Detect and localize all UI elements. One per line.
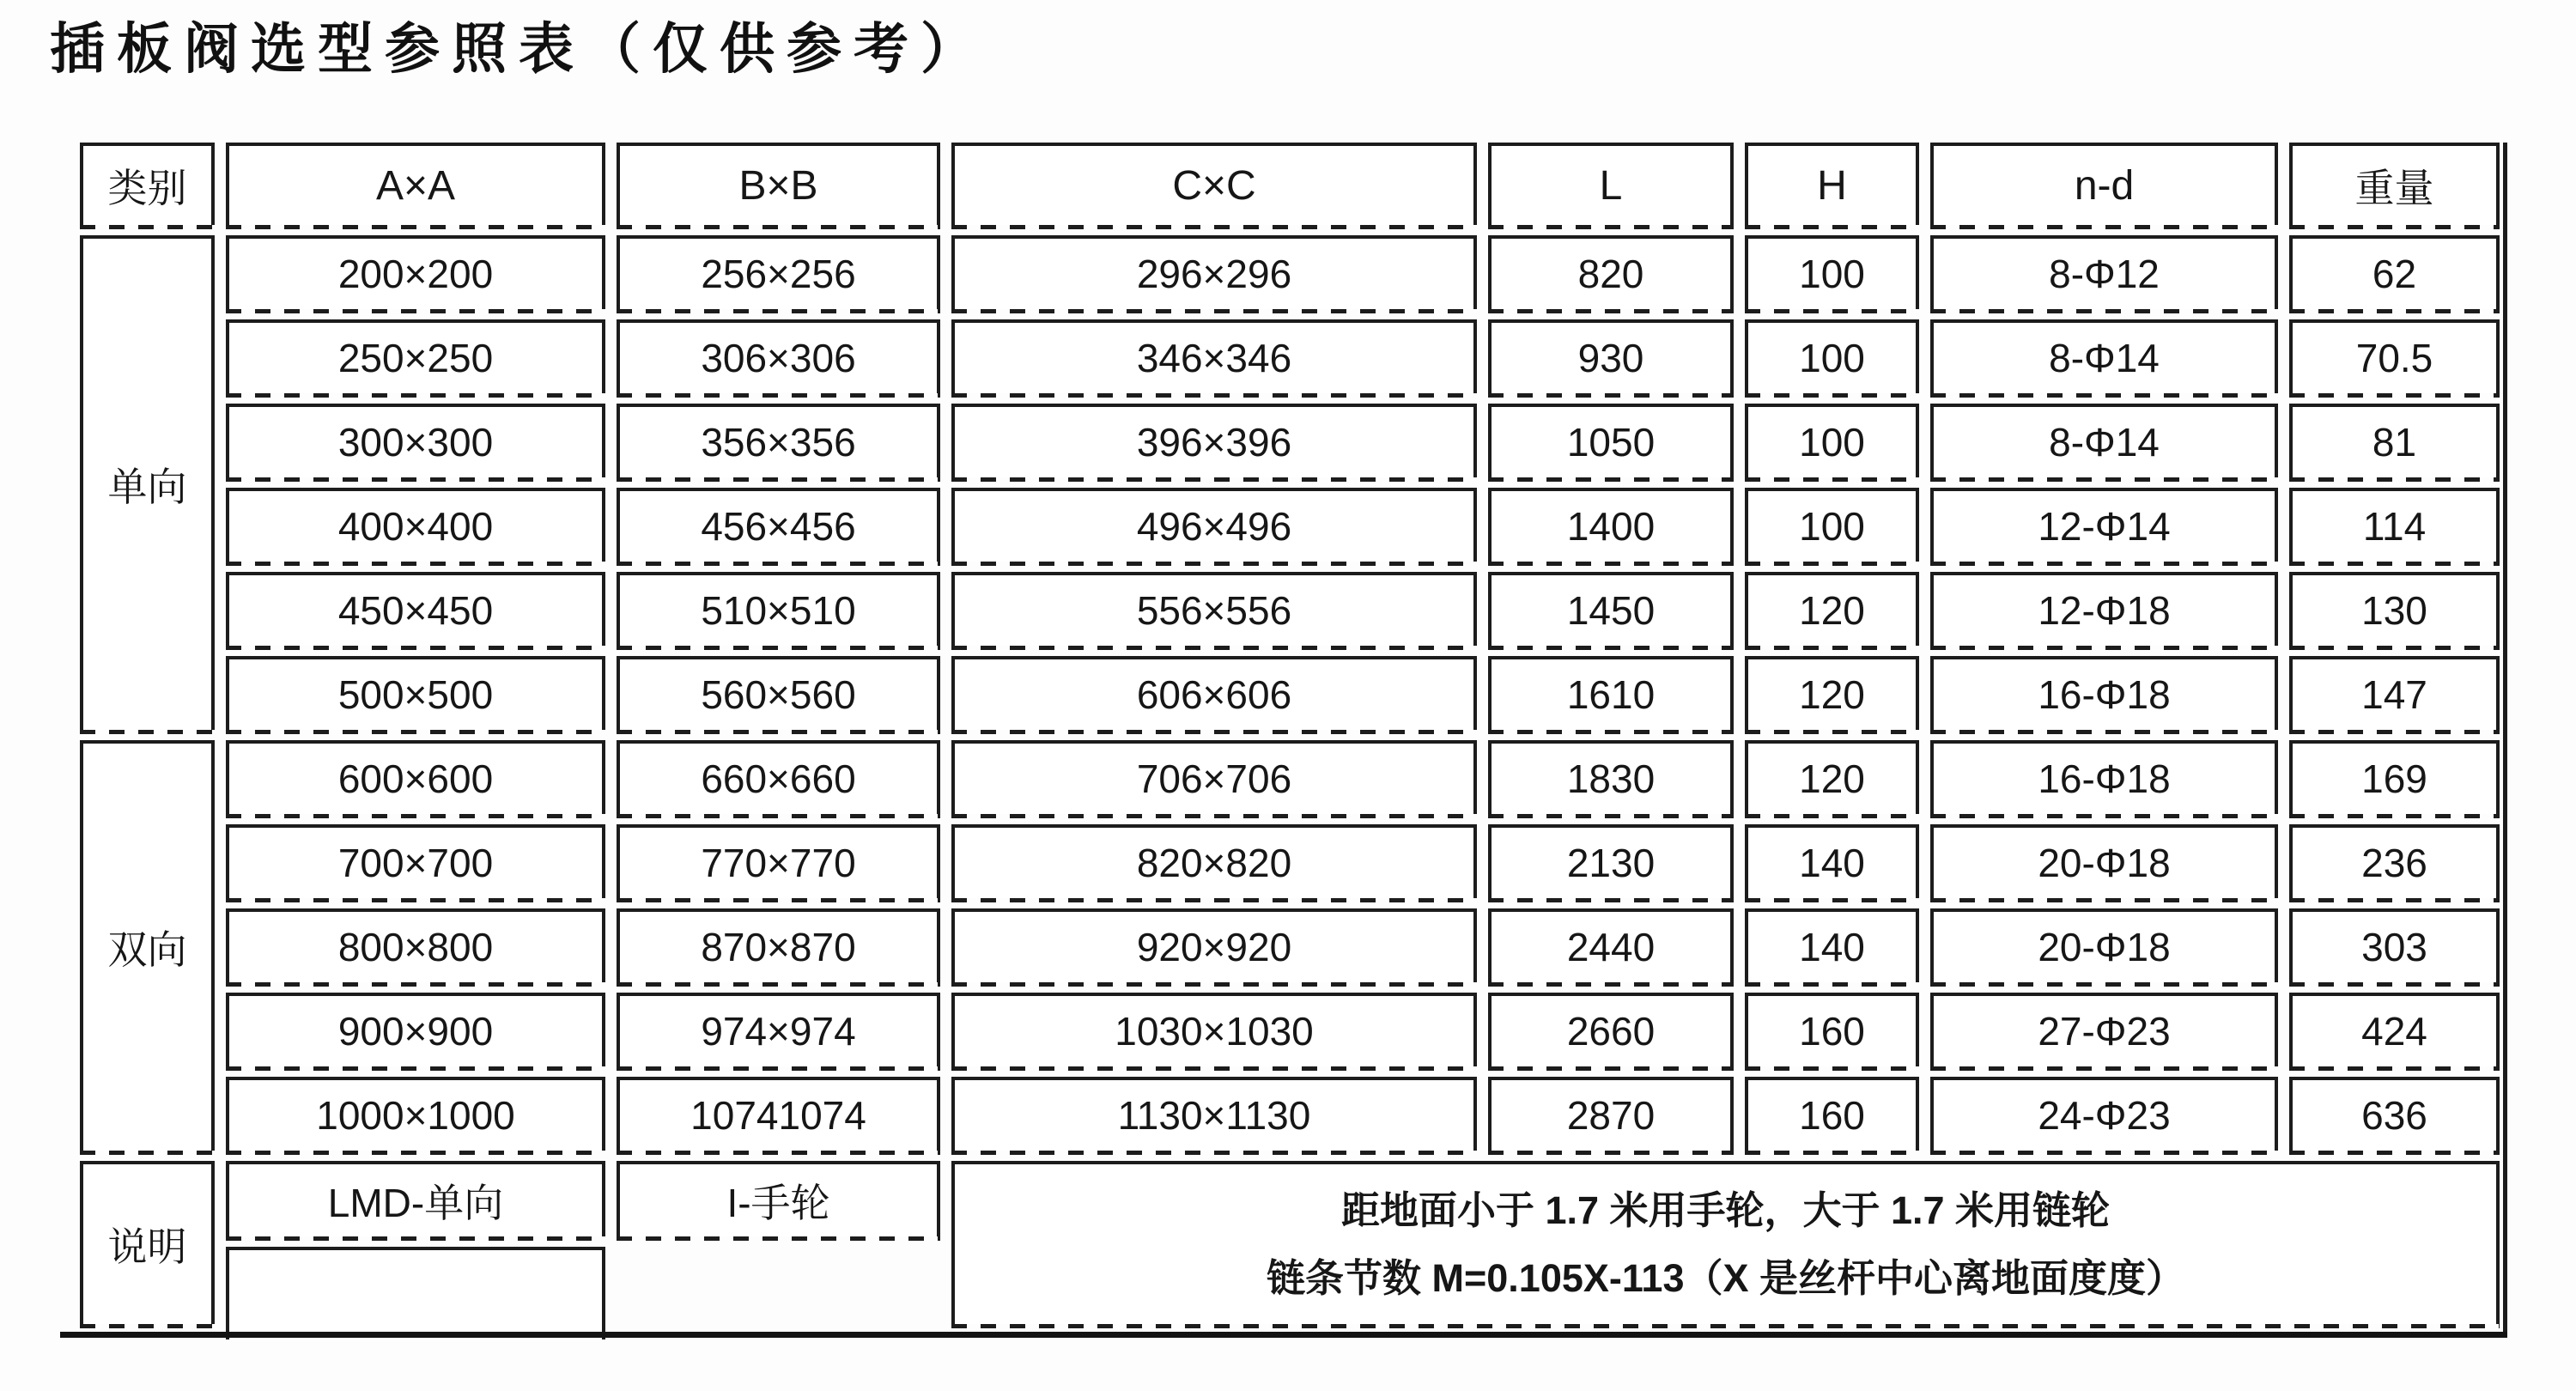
- data-cell: 820: [1488, 235, 1734, 309]
- data-cell: 100: [1745, 319, 1919, 393]
- data-cell: 140: [1745, 824, 1919, 898]
- data-cell: 303: [2289, 908, 2500, 982]
- notes-wheel-code: I-手轮: [617, 1161, 940, 1236]
- data-cell: 424: [2289, 993, 2500, 1066]
- data-cell: 560×560: [617, 656, 940, 730]
- data-cell: 770×770: [617, 824, 940, 898]
- data-cell: 130: [2289, 572, 2500, 646]
- data-cell: 296×296: [951, 235, 1477, 309]
- data-cell: 1130×1130: [951, 1077, 1477, 1151]
- page-title: 插板阀选型参照表（仅供参考）: [50, 18, 987, 80]
- data-cell: 300×300: [226, 404, 605, 477]
- data-cell: 2440: [1488, 908, 1734, 982]
- data-cell: 2130: [1488, 824, 1734, 898]
- data-cell: 1000×1000: [226, 1077, 605, 1151]
- data-cell: 120: [1745, 656, 1919, 730]
- note-line-1: 距地面小于 1.7 米用手轮，大于 1.7 米用链轮: [1340, 1188, 2111, 1232]
- data-cell: 12-Φ14: [1930, 488, 2278, 562]
- data-cell: 140: [1745, 908, 1919, 982]
- data-cell: 8-Φ14: [1930, 319, 2278, 393]
- data-cell: 8-Φ12: [1930, 235, 2278, 309]
- data-cell: 20-Φ18: [1930, 824, 2278, 898]
- data-cell: 556×556: [951, 572, 1477, 646]
- group-label-oneway: 单向: [80, 235, 215, 730]
- data-cell: 706×706: [951, 740, 1477, 814]
- data-cell: 1050: [1488, 404, 1734, 477]
- notes-empty-box: [226, 1247, 605, 1339]
- notes-model-code: LMD-单向: [226, 1161, 605, 1236]
- data-cell: 16-Φ18: [1930, 656, 2278, 730]
- data-cell: 660×660: [617, 740, 940, 814]
- data-cell: 2660: [1488, 993, 1734, 1066]
- data-cell: 100: [1745, 488, 1919, 562]
- data-cell: 250×250: [226, 319, 605, 393]
- data-cell: 70.5: [2289, 319, 2500, 393]
- data-cell: 10741074: [617, 1077, 940, 1151]
- notes-text-cell: [951, 1161, 2500, 1324]
- data-cell: 8-Φ14: [1930, 404, 2278, 477]
- data-cell: 510×510: [617, 572, 940, 646]
- header-weight: 重量: [2289, 143, 2500, 225]
- data-cell: 62: [2289, 235, 2500, 309]
- data-cell: 456×456: [617, 488, 940, 562]
- data-cell: 100: [1745, 235, 1919, 309]
- data-cell: 200×200: [226, 235, 605, 309]
- data-cell: 169: [2289, 740, 2500, 814]
- data-cell: 800×800: [226, 908, 605, 982]
- data-cell: 606×606: [951, 656, 1477, 730]
- data-cell: 100: [1745, 404, 1919, 477]
- data-cell: 820×820: [951, 824, 1477, 898]
- data-cell: 396×396: [951, 404, 1477, 477]
- table-right-border: [2503, 143, 2507, 1336]
- data-cell: 12-Φ18: [1930, 572, 2278, 646]
- header-h: H: [1745, 143, 1919, 225]
- data-cell: 16-Φ18: [1930, 740, 2278, 814]
- data-cell: 450×450: [226, 572, 605, 646]
- data-cell: 1610: [1488, 656, 1734, 730]
- data-cell: 974×974: [617, 993, 940, 1066]
- data-cell: 256×256: [617, 235, 940, 309]
- data-cell: 2870: [1488, 1077, 1734, 1151]
- group-label-twoway: 双向: [80, 740, 215, 1151]
- data-cell: 120: [1745, 572, 1919, 646]
- data-cell: 920×920: [951, 908, 1477, 982]
- data-cell: 500×500: [226, 656, 605, 730]
- data-cell: 81: [2289, 404, 2500, 477]
- data-cell: 496×496: [951, 488, 1477, 562]
- header-bxb: B×B: [617, 143, 940, 225]
- data-cell: 120: [1745, 740, 1919, 814]
- data-cell: 160: [1745, 993, 1919, 1066]
- data-cell: 306×306: [617, 319, 940, 393]
- data-cell: 20-Φ18: [1930, 908, 2278, 982]
- note-line-2: 链条节数 M=0.105X-113（X 是丝杆中心离地面度度）: [1267, 1255, 2184, 1300]
- table-bottom-border: [60, 1332, 2507, 1338]
- data-cell: 236: [2289, 824, 2500, 898]
- header-category: 类别: [80, 143, 215, 225]
- data-cell: 27-Φ23: [1930, 993, 2278, 1066]
- data-cell: 346×346: [951, 319, 1477, 393]
- header-axa: A×A: [226, 143, 605, 225]
- data-cell: 356×356: [617, 404, 940, 477]
- data-cell: 24-Φ23: [1930, 1077, 2278, 1151]
- data-cell: 700×700: [226, 824, 605, 898]
- data-cell: 1400: [1488, 488, 1734, 562]
- data-cell: 1030×1030: [951, 993, 1477, 1066]
- data-cell: 870×870: [617, 908, 940, 982]
- data-cell: 147: [2289, 656, 2500, 730]
- data-cell: 160: [1745, 1077, 1919, 1151]
- data-cell: 400×400: [226, 488, 605, 562]
- data-cell: 636: [2289, 1077, 2500, 1151]
- data-cell: 930: [1488, 319, 1734, 393]
- data-cell: 1450: [1488, 572, 1734, 646]
- header-nd: n-d: [1930, 143, 2278, 225]
- notes-label: 说明: [80, 1161, 215, 1324]
- header-cxc: C×C: [951, 143, 1477, 225]
- data-cell: 600×600: [226, 740, 605, 814]
- data-cell: 900×900: [226, 993, 605, 1066]
- data-cell: 114: [2289, 488, 2500, 562]
- header-l: L: [1488, 143, 1734, 225]
- spec-table: [80, 143, 2500, 1324]
- data-cell: 1830: [1488, 740, 1734, 814]
